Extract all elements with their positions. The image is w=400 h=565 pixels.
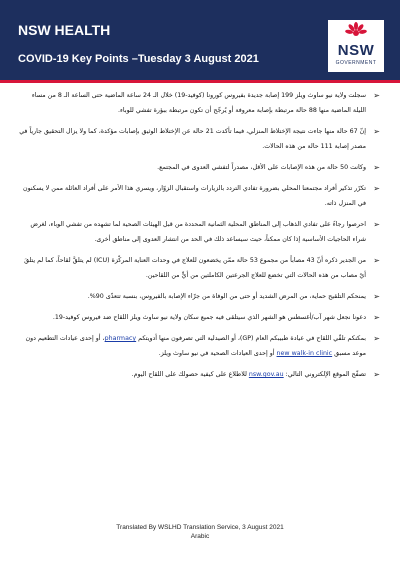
arrow-bullet-icon: ➢ [373,127,380,136]
list-item-text: دعونا نجعل شهر آب/أغسطس هو الشهر الذي سيتلقى فيه جميع سكان ولاية نيو ساوث ويلز اللقاح ضد فيروس كوفيد-19. [52,314,366,321]
accent-divider [0,80,400,83]
list-item-text: احرصوا رجاءً على تفادي الذهاب إلى المناطق المحلية الثمانية المحددة من قبل الهيئات الصحية لما تشهده من تفشي الوباء، لغرض شراء الحاجيات الأساسية إذا كان ممكناً، حيث سيساعد ذلك في الحد من انتشار العدوى إلى مناطق أخرى. [30,221,366,243]
nsw-government-logo [328,20,384,72]
arrow-bullet-icon: ➢ [373,334,380,343]
header-banner [0,0,400,80]
key-points-list [18,88,380,388]
list-item-text [132,371,366,378]
logo-subtext: GOVERNMENT [335,60,377,66]
list-item-text: إنّ 67 حالة منها جاءت نتيجة الإختلاط المنزلي، فيما تأكدت 21 حالة عن الإختلاط الوثيق بإصابات مؤكدة، كما ولا يزال التحقيق جارياً في مصدر إصابة 111 حالة من هذه الحالات. [19,128,366,150]
arrow-bullet-icon: ➢ [373,220,380,229]
language-label: Arabic [190,533,210,540]
list-item-text: يمنحكم التلقيح حماية، من المرض الشديد أو حتى من الوفاة من جرّاء الإصابة بالفيروس، بنسبة تتعدّى 90%. [87,293,366,300]
arrow-bullet-icon: ➢ [373,370,380,379]
page-title: COVID-19 Key Points –Tuesday 3 August 2021 [18,53,259,65]
list-item [18,124,380,154]
list-item [18,367,380,382]
arrow-bullet-icon: ➢ [373,91,380,100]
list-item-text: من الجدير ذكره أنّ 43 مصاباً من مجموع 53 حالة ممّن يخضعون للعلاج في وحدات العناية المركّزة (ICU) لم يتلقَّ لقاحاً، كما لم يتلقَ أيٌ مصاب من هذه الحالات التي تخضع للعلاج الجرعتين الكاملتين من أيٍّ من اللقاحين. [24,257,366,279]
arrow-bullet-icon: ➢ [373,256,380,265]
list-item-text: تكرّر تذكير أفراد مجتمعنا المحلي بضرورة تفادي التردد بالزيارات واستقبال الزوّار، ويسري هذا الأمر على أفراد العائلة ممن لا يسكنون في المنزل ذاته. [23,185,366,207]
list-item-text-post: أو إحدى العيادات الصحية في نيو ساوث ويلز. [158,350,277,357]
pharmacy-link[interactable]: pharmacy [104,335,137,342]
list-item-text: سجلت ولاية نيو ساوث ويلز 199 إصابة جديدة بفيروس كورونا (كوفيد-19) خلال الـ 24 ساعة الماضية حتى الساعة الـ 8 من مساء الليلة الماضية منها 88 حالة مرتبطة بإصابة معروفة أو يُرجّح أن تكون مرتبطة ببؤرة تفشي للوباء. [31,92,366,114]
list-item [18,88,380,118]
list-item [18,289,380,304]
list-item [18,217,380,247]
nsw-gov-link[interactable]: nsw.gov.au [248,371,284,378]
list-item [18,181,380,211]
waratah-icon [328,20,384,44]
list-item-text: وكانت 50 حالة من هذه الإصابات على الأقل، مصدراً لتفشي العدوى في المجتمع. [157,164,366,171]
walk-in-clinic-link[interactable]: new walk-in clinic [276,350,333,357]
list-item-text-pre: تصفّح الموقع الإلكتروني التالي: [283,371,366,378]
brand-title: NSW HEALTH [18,22,111,38]
logo-wordmark: NSW [337,42,375,59]
arrow-bullet-icon: ➢ [373,292,380,301]
list-item [18,331,380,361]
arrow-bullet-icon: ➢ [373,313,380,322]
list-item-text-post: للاطلاع على كيفية حصولك على اللقاح اليوم. [131,371,249,378]
translation-credit: Translated By WSLHD Translation Service, 3 August 2021 [116,524,284,531]
list-item-text [26,335,367,357]
list-item-text-mid: ، أو إحدى عيادات التطعيم دون موعد مسبق [25,335,366,357]
arrow-bullet-icon: ➢ [373,184,380,193]
list-item [18,253,380,283]
list-item [18,310,380,325]
list-item [18,160,380,175]
footer [0,523,400,541]
list-item-text-pre: بمكنكم تلقّي اللقاح في عيادة طبيبكم العام (GP)، أو الصيدلية التي تصرفون منها أدويتكم [136,335,366,342]
arrow-bullet-icon: ➢ [373,163,380,172]
